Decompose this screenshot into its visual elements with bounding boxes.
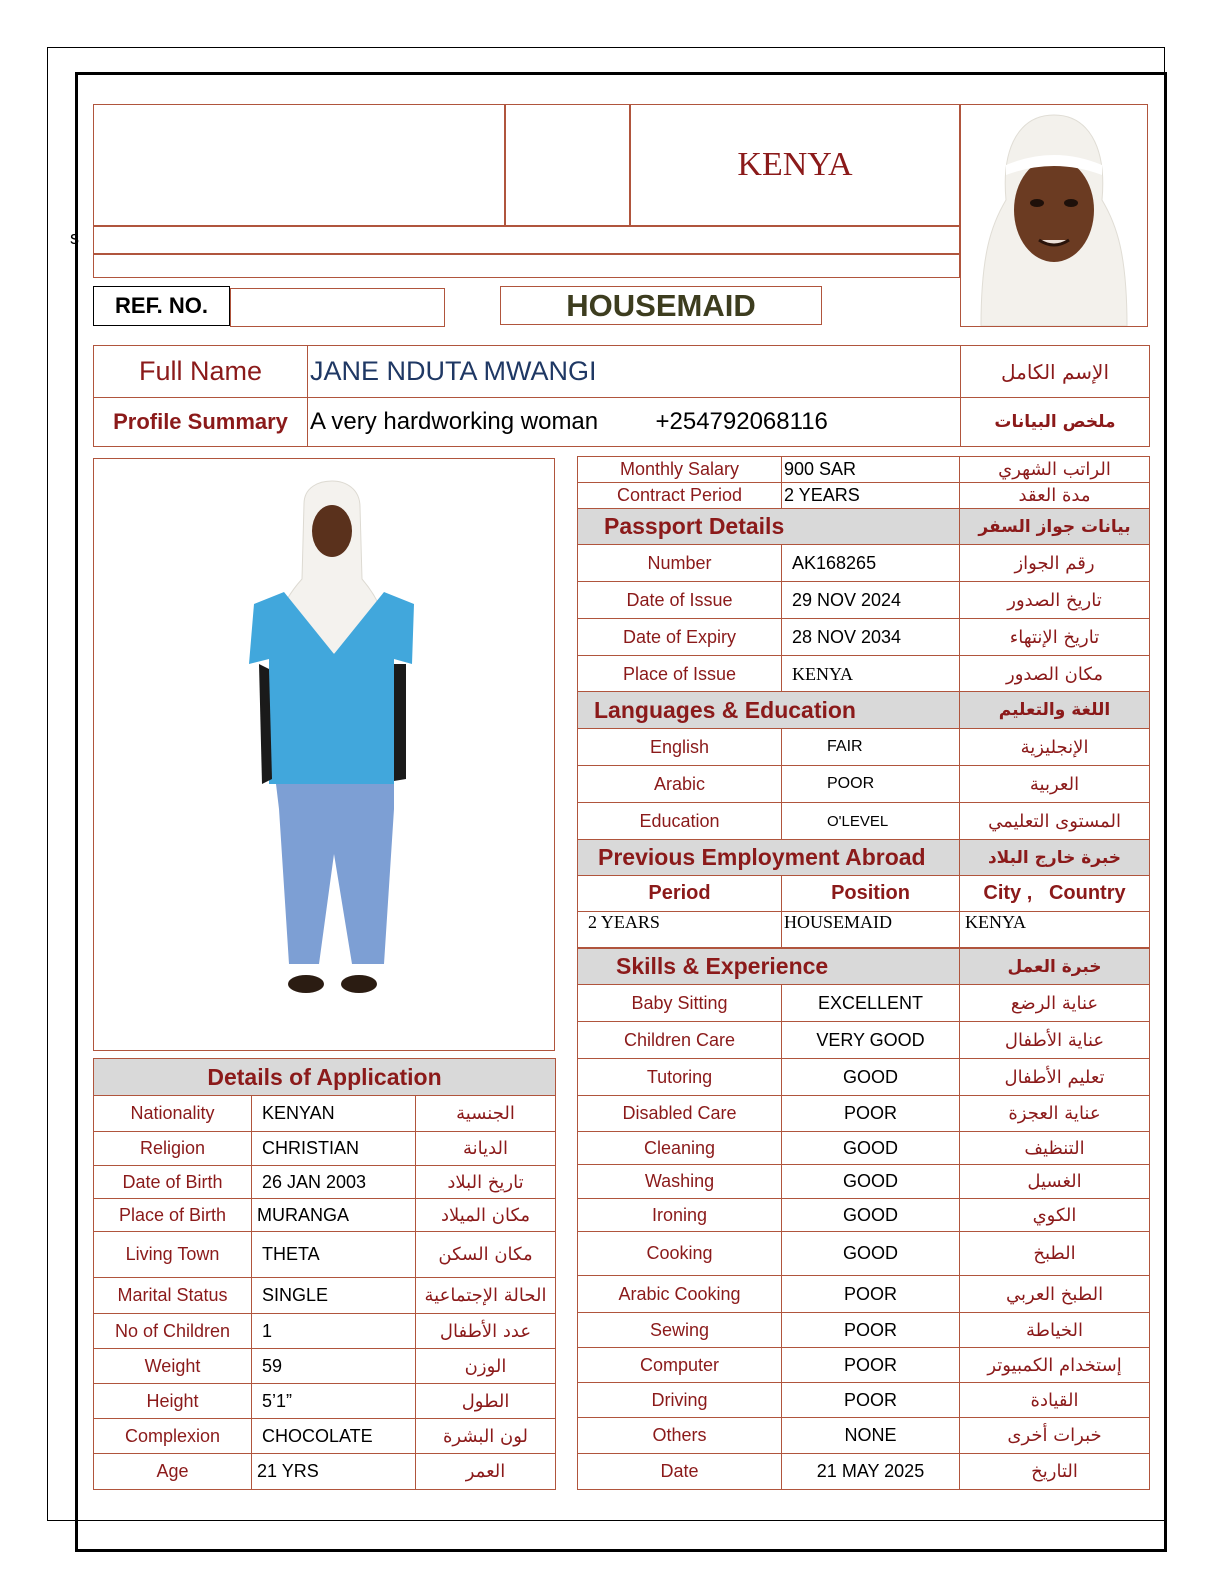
skill-label: Others — [578, 1418, 782, 1454]
passport-title: Passport Details — [578, 509, 960, 545]
skills-title: Skills & Experience — [578, 949, 960, 985]
passport-ar: رقم الجواز — [960, 545, 1150, 582]
header-box-left — [93, 104, 505, 226]
language-row — [578, 803, 1150, 840]
application-row — [94, 1232, 556, 1278]
skill-ar: التاريخ — [960, 1454, 1150, 1490]
application-ar: الطول — [416, 1384, 556, 1419]
application-value: CHOCOLATE — [252, 1419, 416, 1454]
skill-ar: القيادة — [960, 1383, 1150, 1418]
full-name-value: JANE NDUTA MWANGI — [308, 346, 961, 398]
application-row — [94, 1314, 556, 1349]
skill-row — [578, 1022, 1150, 1059]
application-title: Details of Application — [94, 1059, 556, 1096]
application-row — [94, 1419, 556, 1454]
application-value: THETA — [252, 1232, 416, 1278]
application-label: Height — [94, 1384, 252, 1419]
stray-character: s — [70, 228, 79, 248]
skill-row — [578, 1383, 1150, 1418]
skill-value: POOR — [782, 1313, 960, 1348]
passport-value: AK168265 — [782, 545, 960, 582]
profile-phone: +254792068116 — [655, 408, 828, 435]
application-value: 1 — [252, 1314, 416, 1349]
skill-label: Date — [578, 1454, 782, 1490]
application-value: 59 — [252, 1349, 416, 1384]
application-ar: لون البشرة — [416, 1419, 556, 1454]
passport-row — [578, 545, 1150, 582]
skill-value: GOOD — [782, 1132, 960, 1165]
skill-label: Arabic Cooking — [578, 1276, 782, 1313]
skill-value: NONE — [782, 1418, 960, 1454]
profile-summary-value: A very hardworking woman — [310, 408, 599, 435]
profile-summary-label: Profile Summary — [94, 398, 308, 447]
employment-table — [577, 839, 1150, 948]
language-label: Arabic — [578, 766, 782, 803]
skill-row — [578, 1199, 1150, 1232]
application-ar: تاريخ البلاد — [416, 1166, 556, 1199]
languages-title-ar: اللغة والتعليم — [960, 692, 1150, 729]
skill-value: POOR — [782, 1096, 960, 1132]
skill-row — [578, 1454, 1150, 1490]
employment-col-period: Period — [578, 876, 782, 912]
application-label: Religion — [94, 1132, 252, 1166]
skill-value: VERY GOOD — [782, 1022, 960, 1059]
passport-label: Place of Issue — [578, 656, 782, 693]
skill-row — [578, 1418, 1150, 1454]
application-label: No of Children — [94, 1314, 252, 1349]
language-row — [578, 729, 1150, 766]
language-row — [578, 766, 1150, 803]
contract-ar: الراتب الشهري — [960, 457, 1150, 483]
application-ar: مكان الميلاد — [416, 1199, 556, 1232]
skill-ar: إستخدام الكمبيوتر — [960, 1348, 1150, 1383]
skill-row — [578, 1313, 1150, 1348]
language-ar: المستوى التعليمي — [960, 803, 1150, 840]
employment-location: KENYA — [960, 912, 1150, 948]
language-value: FAIR — [782, 729, 960, 766]
application-row — [94, 1199, 556, 1232]
employment-row — [578, 912, 1150, 948]
application-ar: الحالة الإجتماعية — [416, 1278, 556, 1314]
contract-value: 900 SAR — [782, 457, 960, 483]
name-profile-table — [93, 345, 1150, 447]
application-row — [94, 1096, 556, 1132]
skill-value: GOOD — [782, 1165, 960, 1199]
passport-row — [578, 656, 1150, 693]
passport-value: 28 NOV 2034 — [782, 619, 960, 656]
application-ar: الديانة — [416, 1132, 556, 1166]
contract-value: 2 YEARS — [782, 483, 960, 509]
skill-value: POOR — [782, 1348, 960, 1383]
application-table — [93, 1058, 556, 1490]
skill-label: Ironing — [578, 1199, 782, 1232]
skill-value: POOR — [782, 1383, 960, 1418]
skill-value: EXCELLENT — [782, 985, 960, 1022]
skill-label: Driving — [578, 1383, 782, 1418]
employment-position: HOUSEMAID — [782, 912, 960, 948]
ref-value — [230, 288, 445, 327]
application-ar: مكان السكن — [416, 1232, 556, 1278]
full-name-label: Full Name — [94, 346, 308, 398]
header-box-middle — [505, 104, 630, 226]
skill-row — [578, 1165, 1150, 1199]
application-value: MURANGA — [252, 1199, 416, 1232]
passport-title-ar: بيانات جواز السفر — [960, 509, 1150, 545]
skill-label: Washing — [578, 1165, 782, 1199]
contract-row — [578, 457, 1150, 483]
employment-title: Previous Employment Abroad — [578, 840, 960, 876]
skill-row — [578, 985, 1150, 1022]
skills-table — [577, 948, 1150, 1490]
passport-ar: تاريخ الإنتهاء — [960, 619, 1150, 656]
contract-ar: مدة العقد — [960, 483, 1150, 509]
contract-table — [577, 456, 1150, 509]
job-title: HOUSEMAID — [566, 287, 756, 323]
skill-label: Cooking — [578, 1232, 782, 1276]
application-row — [94, 1278, 556, 1314]
ref-label: REF. NO. — [115, 293, 208, 318]
skill-label: Tutoring — [578, 1059, 782, 1096]
skill-ar: الكوي — [960, 1199, 1150, 1232]
portrait-photo — [960, 104, 1148, 327]
header-strip-2 — [93, 254, 960, 278]
skill-label: Computer — [578, 1348, 782, 1383]
passport-table — [577, 508, 1150, 693]
application-ar: الوزن — [416, 1349, 556, 1384]
profile-summary-cell — [308, 398, 961, 447]
contract-label: Monthly Salary — [578, 457, 782, 483]
skill-value: GOOD — [782, 1059, 960, 1096]
skill-value: POOR — [782, 1276, 960, 1313]
skill-label: Disabled Care — [578, 1096, 782, 1132]
header-country: KENYA — [737, 146, 853, 183]
skill-ar: عناية الأطفال — [960, 1022, 1150, 1059]
skill-ar: الغسيل — [960, 1165, 1150, 1199]
application-value: KENYAN — [252, 1096, 416, 1132]
application-label: Place of Birth — [94, 1199, 252, 1232]
skill-ar: عناية الرضع — [960, 985, 1150, 1022]
profile-summary-ar: ملخص البيانات — [961, 398, 1150, 447]
language-ar: العربية — [960, 766, 1150, 803]
skill-ar: التنظيف — [960, 1132, 1150, 1165]
skill-label: Sewing — [578, 1313, 782, 1348]
application-row — [94, 1384, 556, 1419]
full-name-ar: الإسم الكامل — [961, 346, 1150, 398]
passport-label: Number — [578, 545, 782, 582]
employment-title-ar: خبرة خارج البلاد — [960, 840, 1150, 876]
skill-label: Baby Sitting — [578, 985, 782, 1022]
languages-table — [577, 691, 1150, 840]
skill-ar: عناية العجزة — [960, 1096, 1150, 1132]
language-label: English — [578, 729, 782, 766]
skill-row — [578, 1348, 1150, 1383]
skill-value: GOOD — [782, 1232, 960, 1276]
employment-period: 2 YEARS — [578, 912, 782, 948]
application-value: SINGLE — [252, 1278, 416, 1314]
skill-value: 21 MAY 2025 — [782, 1454, 960, 1490]
passport-row — [578, 582, 1150, 619]
passport-ar: تاريخ الصدور — [960, 582, 1150, 619]
skill-ar: خبرات أخرى — [960, 1418, 1150, 1454]
header-strip-1 — [93, 226, 960, 254]
language-ar: الإنجليزية — [960, 729, 1150, 766]
application-value: 5’1” — [252, 1384, 416, 1419]
language-value: O'LEVEL — [782, 803, 960, 840]
passport-row — [578, 619, 1150, 656]
application-label: Complexion — [94, 1419, 252, 1454]
language-value: POOR — [782, 766, 960, 803]
skill-row — [578, 1232, 1150, 1276]
skill-ar: الطبخ العربي — [960, 1276, 1150, 1313]
skill-row — [578, 1276, 1150, 1313]
application-row — [94, 1166, 556, 1199]
passport-value: KENYA — [782, 656, 960, 693]
skill-ar: تعليم الأطفال — [960, 1059, 1150, 1096]
employment-col-location: City , Country — [960, 876, 1150, 912]
application-value: 21 YRS — [252, 1454, 416, 1490]
application-label: Nationality — [94, 1096, 252, 1132]
skill-value: GOOD — [782, 1199, 960, 1232]
skill-row — [578, 1096, 1150, 1132]
application-ar: العمر — [416, 1454, 556, 1490]
application-value: CHRISTIAN — [252, 1132, 416, 1166]
application-label: Age — [94, 1454, 252, 1490]
passport-ar: مكان الصدور — [960, 656, 1150, 693]
contract-row — [578, 483, 1150, 509]
contract-label: Contract Period — [578, 483, 782, 509]
skill-row — [578, 1059, 1150, 1096]
language-label: Education — [578, 803, 782, 840]
passport-label: Date of Issue — [578, 582, 782, 619]
skill-label: Children Care — [578, 1022, 782, 1059]
application-label: Marital Status — [94, 1278, 252, 1314]
skill-row — [578, 1132, 1150, 1165]
application-row — [94, 1454, 556, 1490]
application-row — [94, 1132, 556, 1166]
skill-ar: الخياطة — [960, 1313, 1150, 1348]
application-label: Weight — [94, 1349, 252, 1384]
application-value: 26 JAN 2003 — [252, 1166, 416, 1199]
passport-label: Date of Expiry — [578, 619, 782, 656]
languages-title: Languages & Education — [578, 692, 960, 729]
application-row — [94, 1349, 556, 1384]
skill-ar: الطبخ — [960, 1232, 1150, 1276]
application-label: Living Town — [94, 1232, 252, 1278]
employment-col-position: Position — [782, 876, 960, 912]
application-ar: الجنسية — [416, 1096, 556, 1132]
skills-title-ar: خبرة العمل — [960, 949, 1150, 985]
application-label: Date of Birth — [94, 1166, 252, 1199]
full-body-photo — [93, 458, 555, 1051]
passport-value: 29 NOV 2024 — [782, 582, 960, 619]
skill-label: Cleaning — [578, 1132, 782, 1165]
application-ar: عدد الأطفال — [416, 1314, 556, 1349]
